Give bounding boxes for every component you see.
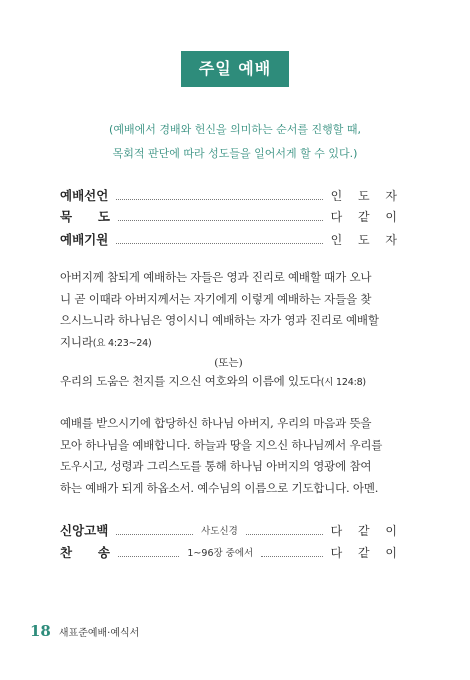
title-wrapper <box>0 51 470 87</box>
scripture-alternative <box>60 371 397 394</box>
scripture-line: 아버지께 참되게 예배하는 자들은 영과 진리로 예배할 때가 오나 <box>60 270 372 284</box>
scripture-line-text: 지니라 <box>60 334 93 349</box>
leader-dots <box>116 526 193 535</box>
section-title: 주일 예배 <box>181 51 289 87</box>
creed-name: 사도신경 <box>201 526 238 537</box>
note-line-1: (예배에서 경배와 헌신을 의미하는 순서를 진행할 때, <box>109 123 361 136</box>
leader-dots <box>116 191 322 200</box>
prayer-line: 하는 예배가 되게 하옵소서. 예수님의 이름으로 기도합니다. 아멘. <box>60 480 379 495</box>
book-title: 새표준예배·예식서 <box>58 628 140 639</box>
scripture-alt-line <box>60 371 397 394</box>
order-label <box>60 543 110 561</box>
scripture-line: 니 곧 이때라 아버지께서는 자기에게 이렇게 예배하는 자들을 찾 <box>60 291 372 306</box>
order-response: 인 도 자 <box>330 188 403 203</box>
order-response: 다 같 이 <box>330 523 403 538</box>
order-row-creed <box>60 522 403 538</box>
scripture-passage <box>60 267 397 354</box>
scripture-reference: (요 4:23~24) <box>92 337 152 349</box>
leader-dots <box>116 235 322 244</box>
invocation-prayer <box>60 413 397 499</box>
leader-dots <box>118 548 179 557</box>
leader-dots <box>118 212 323 221</box>
order-response: 다 같 이 <box>330 545 404 560</box>
order-response: 인 도 자 <box>330 232 403 247</box>
instruction-note <box>60 118 410 166</box>
note-line-2: 목회적 판단에 따라 성도들을 일어서게 할 수 있다.) <box>112 147 358 160</box>
prayer-line: 예배를 받으시기에 합당하신 하나님 아버지, 우리의 마음과 뜻을 <box>60 416 372 430</box>
order-label: 예배선언 <box>60 188 109 203</box>
prayer-line: 도우시고, 성령과 그리스도를 통해 하나님 아버지의 영광에 참여 <box>60 459 372 473</box>
order-row-declaration <box>60 187 403 203</box>
order-label-char: 송 <box>97 545 110 560</box>
order-response: 다 같 이 <box>330 209 403 224</box>
page-footer <box>30 622 139 640</box>
scripture-line: 으시느니라 하나님은 영이시니 예배하는 자가 영과 진리로 예배할 <box>60 313 379 327</box>
page-number: 18 <box>30 622 51 640</box>
order-label: 신앙고백 <box>60 523 109 538</box>
order-label <box>60 207 110 225</box>
or-divider: (또는) <box>214 357 243 369</box>
leader-dots <box>246 526 323 535</box>
order-label-char: 묵 <box>60 209 73 224</box>
order-label: 예배기원 <box>60 232 109 247</box>
scripture-alt-reference: (시 124:8) <box>320 377 366 388</box>
leader-dots <box>261 548 322 557</box>
prayer-line: 모아 하나님을 예배합니다. 하늘과 땅을 지으신 하나님께서 우리를 <box>60 437 383 452</box>
order-label-char: 찬 <box>60 545 73 560</box>
order-row-hymn <box>60 544 404 560</box>
order-label-char: 도 <box>97 209 110 224</box>
order-row-invocation <box>60 231 403 247</box>
scripture-alt-text: 우리의 도움은 천지를 지으신 여호와의 이름에 있도다 <box>60 374 321 388</box>
hymn-range: 1~96장 중에서 <box>187 548 254 559</box>
order-row-silent-prayer <box>60 208 403 224</box>
scripture-line-last <box>60 332 397 355</box>
